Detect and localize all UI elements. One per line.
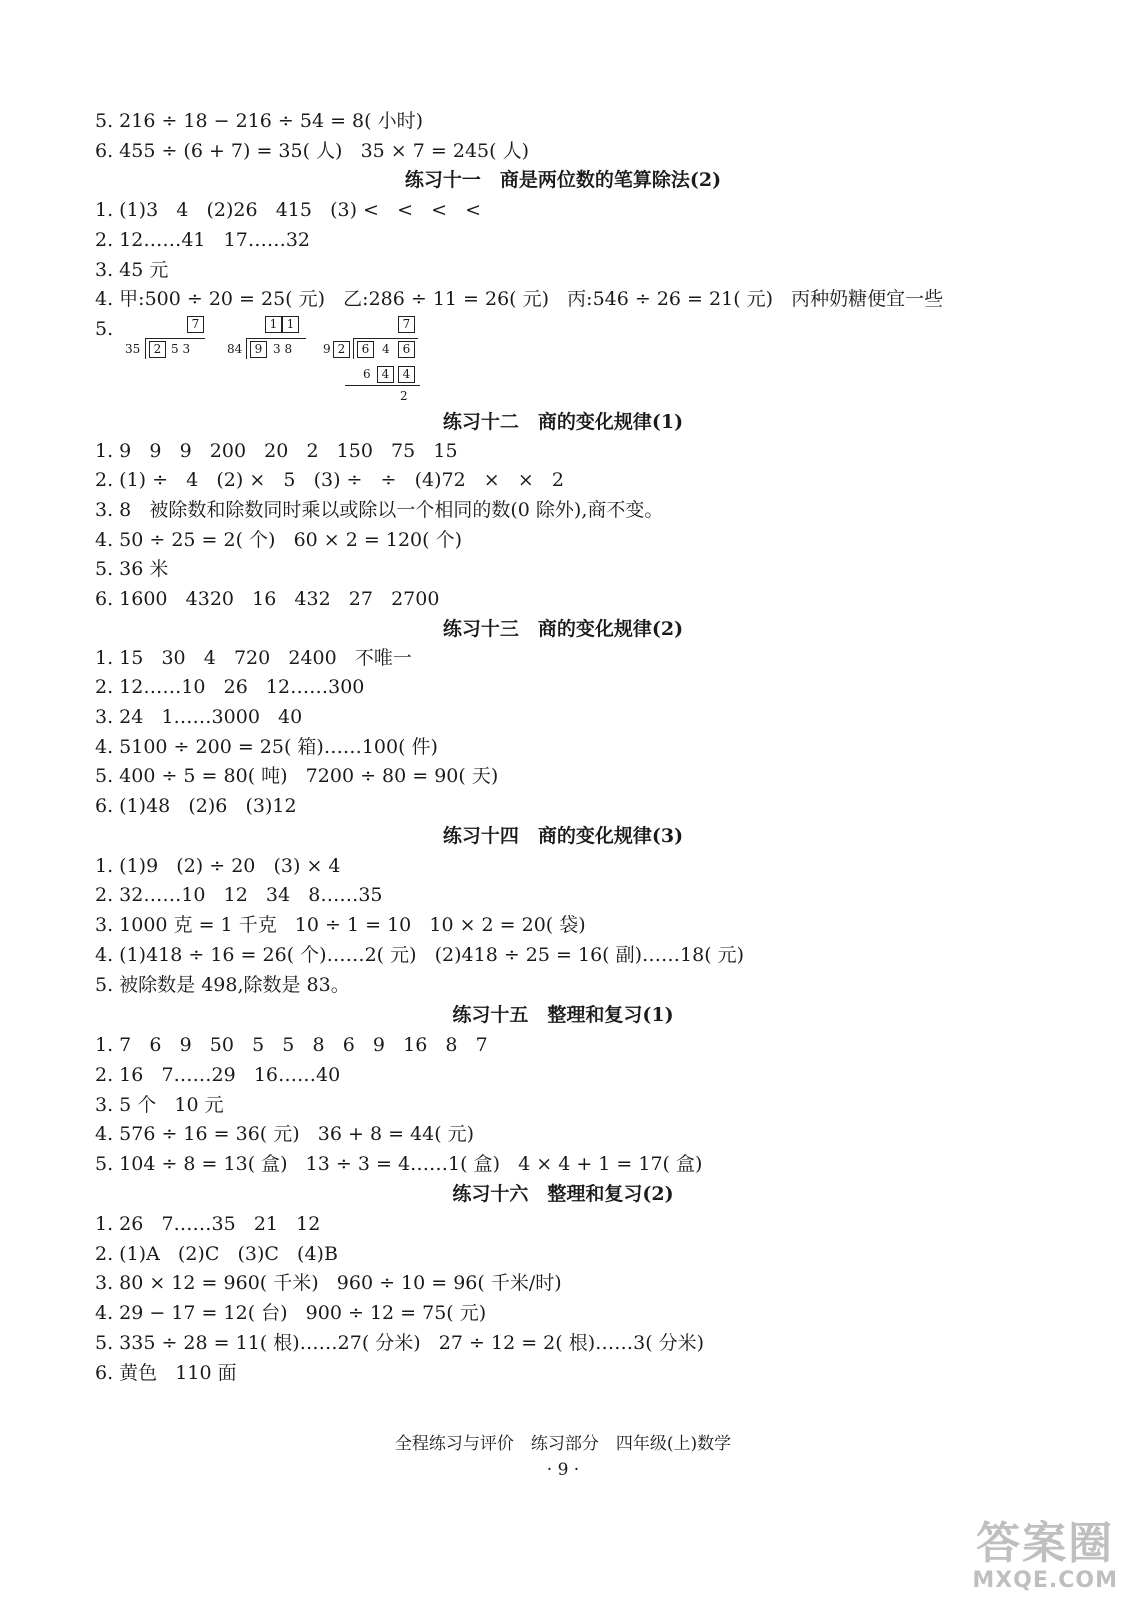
dividend-digits: 5 3 <box>171 342 191 356</box>
dividend-digit: 4 <box>382 342 390 356</box>
site-watermark <box>972 1520 1118 1594</box>
dividend-box: 6 <box>357 341 374 358</box>
answer-line: 1. 7 6 9 50 5 5 8 6 9 16 8 7 <box>95 1034 488 1056</box>
long-division-figures <box>95 312 455 412</box>
answer-line: 6. 455 ÷ (6 + 7) = 35( 人) 35 × 7 = 245( 人) <box>95 140 529 162</box>
remainder: 2 <box>400 389 408 403</box>
answer-line: 4. 5100 ÷ 200 = 25( 箱)……100( 件) <box>95 736 438 758</box>
dividend-box: 9 <box>250 341 267 358</box>
subtraction-bar <box>345 385 420 386</box>
answer-line: 5. 400 ÷ 5 = 80( 吨) 7200 ÷ 80 = 90( 天) <box>95 765 499 787</box>
divisor-box: 2 <box>333 341 350 358</box>
answer-line: 1. (1)9 (2) ÷ 20 (3) × 4 <box>95 855 341 877</box>
section-heading-16: 练习十六 整理和复习(2) <box>452 1183 674 1205</box>
answer-line: 3. 5 个 10 元 <box>95 1094 224 1116</box>
dividend-box: 6 <box>398 341 415 358</box>
answer-line: 4. 576 ÷ 16 = 36( 元) 36 + 8 = 44( 元) <box>95 1123 475 1145</box>
answer-line: 1. 9 9 9 200 20 2 150 75 15 <box>95 440 458 462</box>
answer-line: 4. 29 − 17 = 12( 台) 900 ÷ 12 = 75( 元) <box>95 1302 487 1324</box>
division-bar <box>145 338 205 339</box>
answer-line: 4. 甲:500 ÷ 20 = 25( 元) 乙:286 ÷ 11 = 26( 元) 丙:546 ÷ 26 = 21( 元) 丙种奶糖便宜一些 <box>95 288 944 310</box>
quotient-box: 1 <box>265 316 282 333</box>
answer-line: 2. (1) ÷ 4 (2) × 5 (3) ÷ ÷ (4)72 × × 2 <box>95 469 564 491</box>
answer-line: 5. 216 ÷ 18 − 216 ÷ 54 = 8( 小时) <box>95 110 424 132</box>
division-bar <box>246 338 306 339</box>
answer-line: 3. 8 被除数和除数同时乘以或除以一个相同的数(0 除外),商不变。 <box>95 499 664 521</box>
section-heading-11: 练习十一 商是两位数的笔算除法(2) <box>404 169 722 191</box>
division-bracket <box>145 339 146 359</box>
division-bracket <box>246 339 247 359</box>
answer-line: 4. 50 ÷ 25 = 2( 个) 60 × 2 = 120( 个) <box>95 529 462 551</box>
answer-line: 5. 36 米 <box>95 558 169 580</box>
division-bracket <box>353 339 354 359</box>
answer-line: 2. 12……10 26 12……300 <box>95 676 365 698</box>
answer-line: 1. 15 30 4 720 2400 不唯一 <box>95 647 412 669</box>
section-heading-14: 练习十四 商的变化规律(3) <box>442 825 684 847</box>
divisor: 9 <box>323 342 331 356</box>
answer-line: 1. (1)3 4 (2)26 415 (3) < < < < <box>95 199 482 221</box>
watermark-logo-text: 答案圈 <box>976 1518 1115 1569</box>
answer-line: 5. 104 ÷ 8 = 13( 盒) 13 ÷ 3 = 4……1( 盒) 4 × 4 + 1 = 17( 盒) <box>95 1153 703 1175</box>
answer-line: 6. 1600 4320 16 432 27 2700 <box>95 588 440 610</box>
product-box: 4 <box>398 366 415 383</box>
quotient-box: 1 <box>282 316 299 333</box>
answer-line: 2. (1)A (2)C (3)C (4)B <box>95 1243 338 1265</box>
answer-line: 3. 45 元 <box>95 259 169 281</box>
answer-line: 3. 24 1……3000 40 <box>95 706 303 728</box>
answer-line: 2. 12……41 17……32 <box>95 229 310 251</box>
answer-line: 2. 16 7……29 16……40 <box>95 1064 341 1086</box>
answer-line: 5. 335 ÷ 28 = 11( 根)……27( 分米) 27 ÷ 12 = 2( 根)……3( 分米) <box>95 1332 705 1354</box>
answer-line: 6. (1)48 (2)6 (3)12 <box>95 795 297 817</box>
footer-title: 全程练习与评价 练习部分 四年级(上)数学 <box>394 1434 732 1454</box>
product-digit: 6 <box>363 367 371 381</box>
quotient-box: 7 <box>187 316 204 333</box>
dividend-box: 2 <box>149 341 166 358</box>
answer-line: 3. 80 × 12 = 960( 千米) 960 ÷ 10 = 96( 千米/时) <box>95 1272 562 1294</box>
answer-line: 4. (1)418 ÷ 16 = 26( 个)……2( 元) (2)418 ÷ 25 = 16( 副)……18( 元) <box>95 944 745 966</box>
divisor: 35 <box>125 342 141 356</box>
section-heading-15: 练习十五 整理和复习(1) <box>452 1004 674 1026</box>
divisor: 84 <box>227 342 243 356</box>
answer-line: 6. 黄色 110 面 <box>95 1362 237 1384</box>
page-number: · 9 · <box>546 1460 580 1480</box>
section-heading-13: 练习十三 商的变化规律(2) <box>442 618 684 640</box>
section-heading-12: 练习十二 商的变化规律(1) <box>442 411 684 433</box>
watermark-url: MXQE.COM <box>972 1568 1118 1593</box>
quotient-box: 7 <box>398 316 415 333</box>
dividend-digits: 3 8 <box>273 342 293 356</box>
answer-line: 1. 26 7……35 21 12 <box>95 1213 321 1235</box>
answer-line: 2. 32……10 12 34 8……35 <box>95 884 383 906</box>
item-number: 5. <box>95 318 114 340</box>
answer-line: 5. 被除数是 498,除数是 83。 <box>95 974 350 996</box>
division-bar <box>353 338 418 339</box>
product-box: 4 <box>377 366 394 383</box>
answer-line: 3. 1000 克 = 1 千克 10 ÷ 1 = 10 10 × 2 = 20( 袋) <box>95 914 586 936</box>
